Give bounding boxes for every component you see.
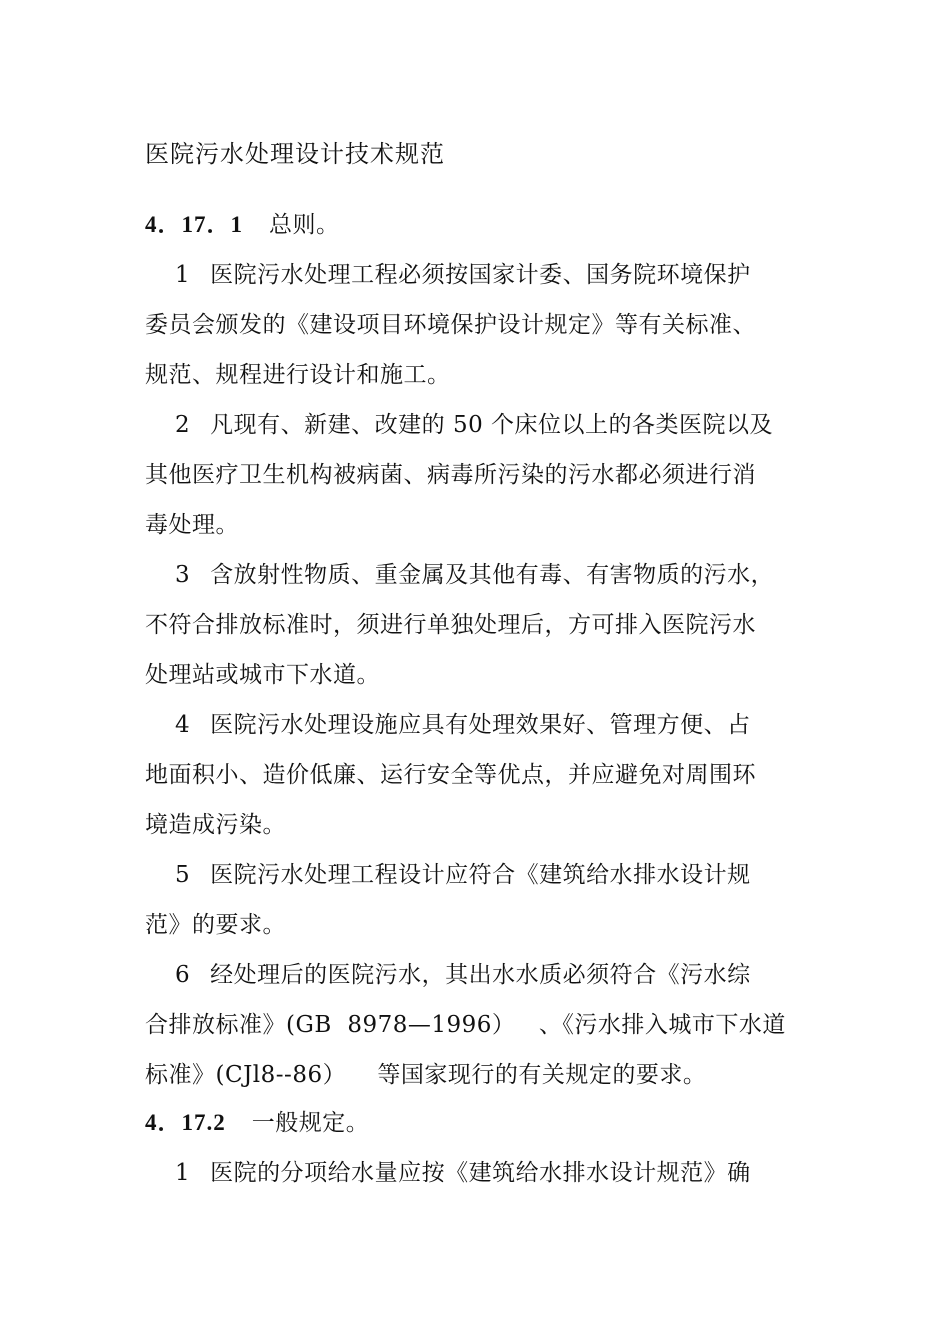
section-heading <box>145 209 340 241</box>
line-text: 医院污水处理工程必须按国家计委、国务院环境保护 <box>210 262 751 288</box>
line-text: 含放射性物质、重金属及其他有毒、有害物质的污水， <box>210 562 775 588</box>
section-heading <box>145 1107 369 1139</box>
paragraph-line: 委员会颁发的《建设项目环境保护设计规定》等有关标准、 <box>145 312 756 338</box>
paragraph-line <box>175 1157 751 1189</box>
line-text: 经处理后的医院污水，其出水水质必须符合《污水综 <box>210 962 751 988</box>
document-title: 医院污水处理设计技术规范 <box>145 140 445 168</box>
paragraph-line: 境造成污染。 <box>145 812 286 838</box>
item-number: 1 <box>175 262 191 288</box>
line-text: 医院的分项给水量应按《建筑给水排水设计规范》确 <box>210 1160 751 1186</box>
section-number: 4．17.2 <box>145 1110 226 1135</box>
section-title: 总则。 <box>269 212 340 238</box>
paragraph-line: 规范、规程进行设计和施工。 <box>145 362 451 388</box>
paragraph-line <box>175 259 751 291</box>
paragraph-line: 合排放标准》(GB 8978—1996） 、《污水排入城市下水道 <box>145 1012 786 1038</box>
item-number: 3 <box>175 562 191 588</box>
paragraph-line: 处理站或城市下水道。 <box>145 662 380 688</box>
paragraph-line: 其他医疗卫生机构被病菌、病毒所污染的污水都必须进行消 <box>145 462 756 488</box>
paragraph-line <box>175 409 773 441</box>
paragraph-line: 不符合排放标准时，须进行单独处理后，方可排入医院污水 <box>145 612 756 638</box>
section-title: 一般规定。 <box>251 1110 370 1136</box>
paragraph-line <box>175 959 751 991</box>
paragraph-line: 地面积小、造价低廉、运行安全等优点，并应避免对周围环 <box>145 762 756 788</box>
item-number: 2 <box>175 412 191 438</box>
line-text: 医院污水处理设施应具有处理效果好、管理方便、占 <box>210 712 751 738</box>
paragraph-line <box>175 559 774 591</box>
paragraph-line: 范》的要求。 <box>145 912 286 938</box>
item-number: 6 <box>175 962 191 988</box>
line-text: 凡现有、新建、改建的 50 个床位以上的各类医院以及 <box>210 412 774 438</box>
item-number: 4 <box>175 712 191 738</box>
paragraph-line: 标准》(CJl8--86） 等国家现行的有关规定的要求。 <box>145 1062 707 1088</box>
item-number: 5 <box>175 862 191 888</box>
paragraph-line: 毒处理。 <box>145 512 239 538</box>
line-text: 医院污水处理工程设计应符合《建筑给水排水设计规 <box>210 862 751 888</box>
section-number: 4．17．1 <box>145 212 243 237</box>
paragraph-line <box>175 859 751 891</box>
paragraph-line <box>175 709 751 741</box>
item-number: 1 <box>175 1160 191 1186</box>
